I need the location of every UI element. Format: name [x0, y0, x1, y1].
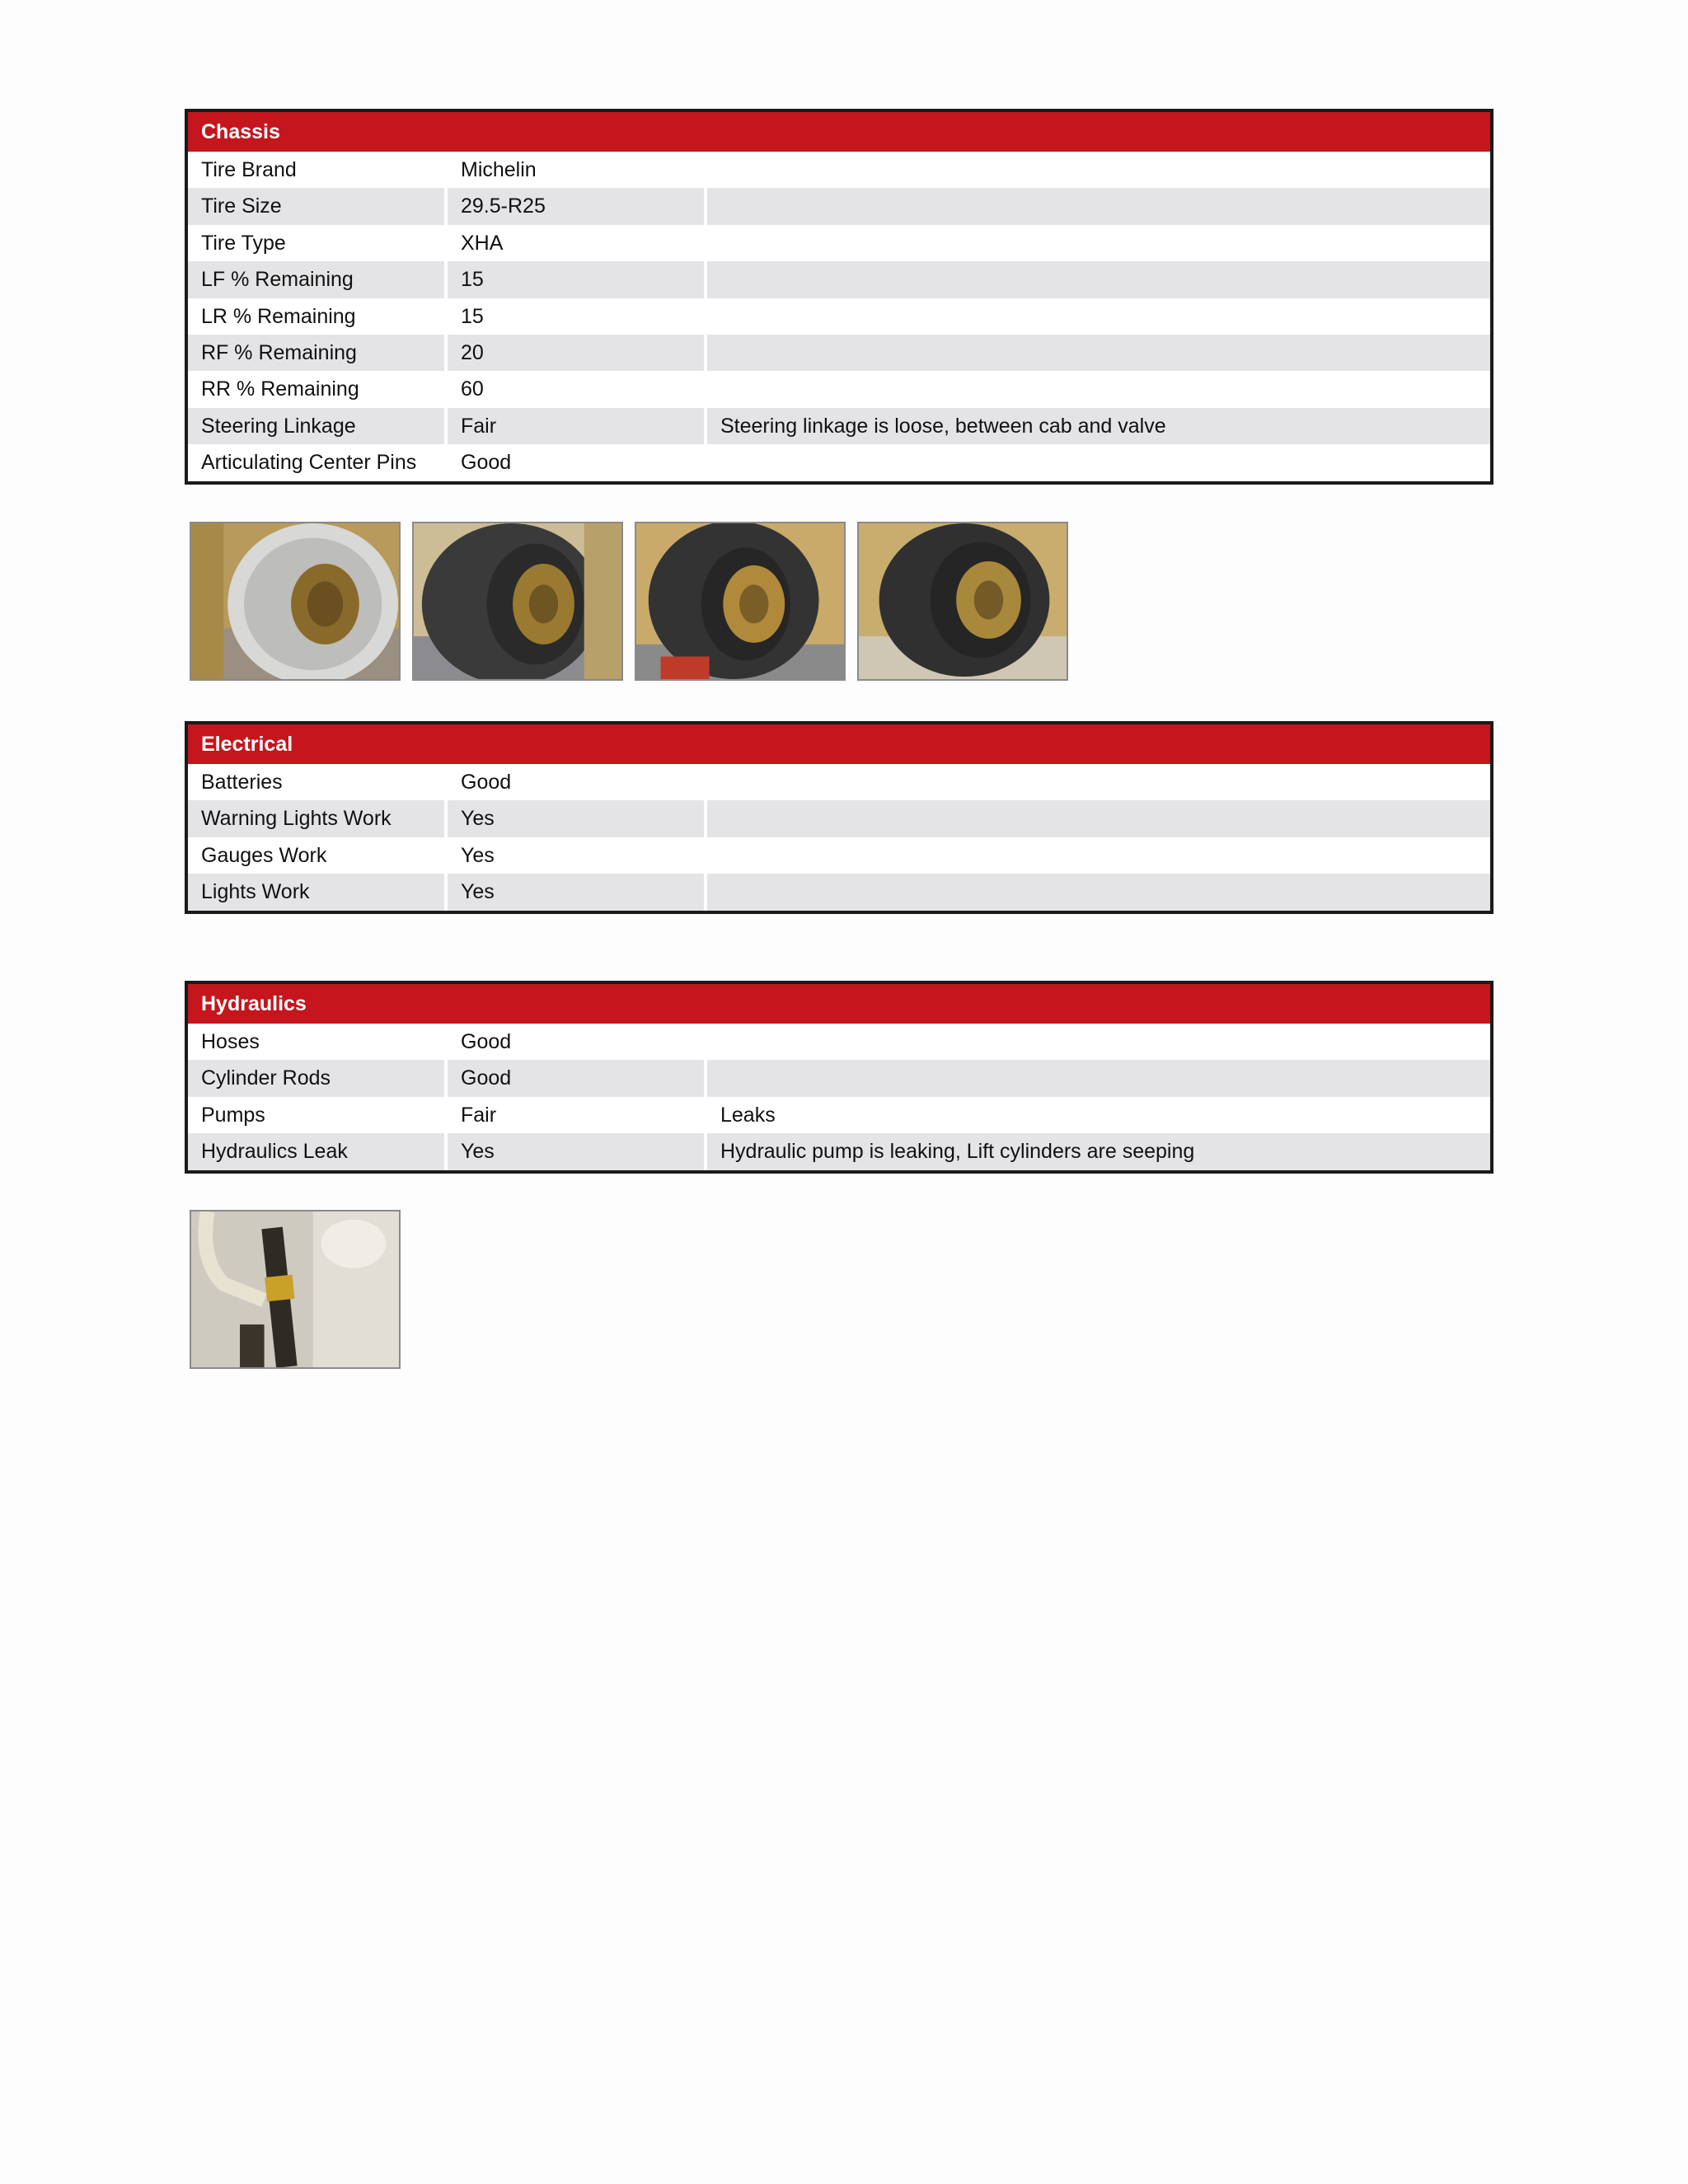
tire-photo[interactable]	[857, 522, 1068, 681]
row-value: XHA	[461, 231, 504, 255]
row-value: Yes	[461, 843, 495, 867]
hydraulics-photo-strip	[190, 1210, 401, 1369]
table-row	[188, 298, 1490, 335]
table-row	[188, 1060, 1490, 1096]
row-value: Fair	[448, 408, 707, 444]
row-label: LR % Remaining	[201, 304, 356, 328]
row-note	[707, 225, 1490, 261]
row-label: Warning Lights Work	[188, 800, 448, 837]
row-value: 60	[461, 377, 484, 401]
table-row	[188, 408, 1490, 444]
row-label: RF % Remaining	[188, 335, 448, 371]
row-label: Tire Type	[201, 231, 286, 255]
row-label: Tire Brand	[201, 158, 297, 181]
row-label: Cylinder Rods	[188, 1060, 448, 1096]
tire-photo-strip	[190, 522, 1068, 681]
row-note: Hydraulic pump is leaking, Lift cylinders are seeping	[720, 1140, 1195, 1164]
row-note	[707, 298, 1490, 335]
table-row	[188, 371, 1490, 407]
hydraulics-section	[185, 981, 1493, 1174]
row-value: Good	[461, 451, 512, 475]
table-row	[188, 1097, 1490, 1133]
row-value: Yes	[448, 874, 707, 910]
row-label: RR % Remaining	[201, 377, 359, 401]
row-note	[707, 188, 1490, 224]
table-row	[188, 874, 1490, 910]
row-note	[707, 261, 1490, 298]
tire-photo[interactable]	[190, 522, 401, 681]
row-note	[707, 1024, 1490, 1060]
tire-image	[191, 523, 399, 679]
row-value: Good	[461, 771, 512, 794]
tire-photo[interactable]	[412, 522, 623, 681]
row-note	[707, 152, 1490, 188]
table-row	[188, 444, 1490, 480]
tire-image	[414, 523, 621, 679]
table-row	[188, 188, 1490, 224]
row-value: 29.5-R25	[448, 188, 707, 224]
row-label: Lights Work	[188, 874, 448, 910]
hydraulic-image	[191, 1212, 399, 1367]
row-label: Batteries	[201, 771, 283, 794]
row-value: Yes	[448, 1133, 707, 1169]
row-value: Yes	[448, 800, 707, 837]
table-row	[188, 152, 1490, 188]
tire-photo[interactable]	[635, 522, 846, 681]
tire-image	[859, 523, 1067, 679]
row-note: Steering linkage is loose, between cab and valve	[720, 414, 1166, 438]
row-label: LF % Remaining	[188, 261, 448, 298]
section-header: Electrical	[188, 724, 1490, 764]
row-value: Good	[448, 1060, 707, 1096]
table-row	[188, 837, 1490, 874]
row-label: Pumps	[201, 1103, 265, 1127]
section-header: Hydraulics	[188, 984, 1490, 1024]
row-note	[707, 800, 1490, 837]
row-label: Tire Size	[188, 188, 448, 224]
row-label: Hydraulics Leak	[188, 1133, 448, 1169]
hydraulic-photo[interactable]	[190, 1210, 401, 1369]
row-label: Steering Linkage	[188, 408, 448, 444]
row-note	[707, 371, 1490, 407]
table-row	[188, 225, 1490, 261]
row-label: Gauges Work	[201, 843, 327, 867]
electrical-section	[185, 721, 1493, 914]
row-value: Fair	[461, 1103, 497, 1127]
table-row	[188, 335, 1490, 371]
row-value: Michelin	[461, 158, 537, 181]
section-header: Chassis	[188, 112, 1490, 152]
table-row	[188, 1133, 1490, 1169]
row-note: Leaks	[720, 1103, 776, 1127]
row-note	[707, 1060, 1490, 1096]
table-row	[188, 261, 1490, 298]
row-note	[707, 837, 1490, 874]
row-value: 15	[448, 261, 707, 298]
tire-image	[636, 523, 844, 679]
chassis-section	[185, 109, 1493, 485]
table-row	[188, 1024, 1490, 1060]
row-value: 20	[448, 335, 707, 371]
row-label: Hoses	[201, 1030, 260, 1053]
row-value: 15	[461, 304, 484, 328]
row-value: Good	[461, 1030, 512, 1053]
table-row	[188, 800, 1490, 837]
row-note	[707, 764, 1490, 800]
row-note	[707, 335, 1490, 371]
row-note	[707, 874, 1490, 910]
table-row	[188, 764, 1490, 800]
row-note	[707, 444, 1490, 480]
row-label: Articulating Center Pins	[201, 451, 417, 475]
